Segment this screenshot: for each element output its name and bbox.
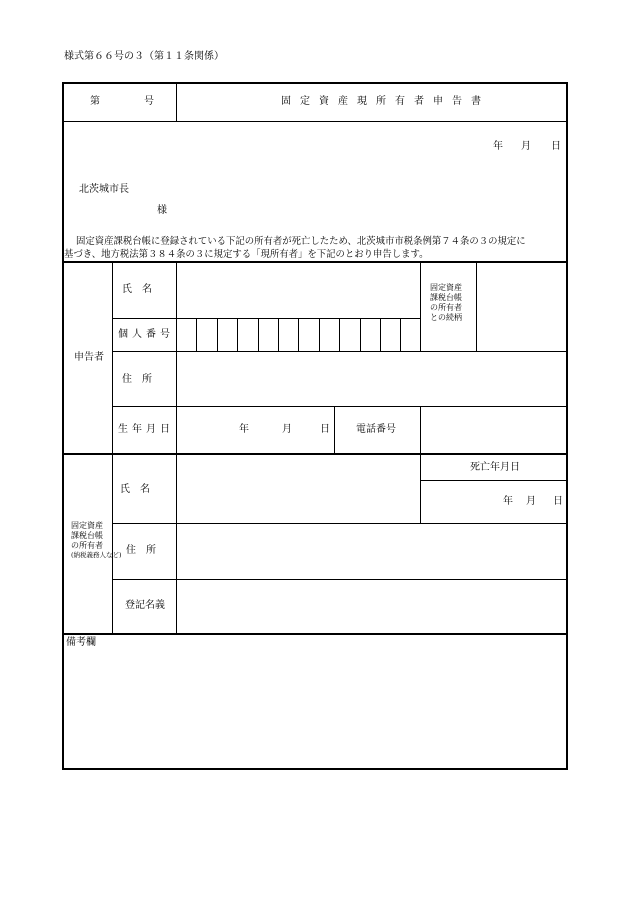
death-month: 月 — [526, 496, 536, 507]
birth-date-label: 生年月日 — [118, 424, 174, 435]
date-day: 日 — [551, 141, 561, 152]
pn-box-line — [360, 319, 361, 351]
death-date-label-bottom — [421, 480, 567, 481]
pn-box-line — [278, 319, 279, 351]
body-text-line1: 固定資産課税台帳に登録されている下記の所有者が死亡したため、北茨城市市税条例第７４条の３の規定に — [76, 236, 526, 247]
owner-field-divider — [176, 455, 177, 635]
death-date-divider — [420, 455, 421, 524]
remarks-label: 備考欄 — [66, 637, 96, 648]
remarks-top-line — [63, 633, 567, 635]
declarant-number-bottom — [113, 351, 567, 352]
honorific-sama: 様 — [157, 205, 167, 216]
death-day: 日 — [553, 496, 563, 507]
mayor-addressee: 北茨城市長 — [79, 184, 129, 195]
registered-name-label: 登記名義 — [125, 600, 165, 611]
pn-box-line — [400, 319, 401, 351]
relation-right-line — [476, 262, 477, 351]
owner-name-label: 氏 名 — [120, 484, 150, 495]
body-text-line2: 基づき、地方税法第３８４条の３に規定する「現所有者」を下記のとおり申告します。 — [64, 249, 429, 260]
declarant-name-label: 氏 名 — [122, 284, 152, 295]
owner-address-label: 住 所 — [126, 545, 156, 556]
date-month: 月 — [521, 141, 531, 152]
death-year: 年 — [503, 496, 513, 507]
declarant-section-label: 申告者 — [74, 352, 104, 363]
birth-day: 日 — [320, 424, 330, 435]
number-label-go: 号 — [144, 96, 154, 107]
header-bottom-line — [63, 121, 567, 122]
pn-box-line — [258, 319, 259, 351]
relation-left-line — [420, 262, 421, 351]
personal-number-label: 個人番号 — [118, 329, 174, 340]
death-date-label: 死亡年月日 — [470, 462, 520, 473]
owner-top-line — [63, 453, 567, 455]
pn-box-line — [217, 319, 218, 351]
pn-box-line — [339, 319, 340, 351]
pn-box-line — [237, 319, 238, 351]
owner-address-bottom — [113, 579, 567, 580]
pn-box-line — [298, 319, 299, 351]
relation-label: 固定資産 課税台帳 の所有者 との続柄 — [430, 283, 462, 322]
form-title: 固定資産現所有者申告書 — [281, 96, 490, 107]
birth-month: 月 — [282, 424, 292, 435]
declarant-address-label: 住 所 — [122, 374, 152, 385]
declarant-field-divider — [176, 262, 177, 453]
date-year: 年 — [493, 141, 503, 152]
owner-name-bottom — [113, 523, 567, 524]
pn-box-line — [196, 319, 197, 351]
header-divider — [176, 83, 177, 121]
phone-divider — [420, 407, 421, 453]
birth-divider — [334, 407, 335, 453]
number-label-dai: 第 — [90, 96, 100, 107]
owner-section-label: 固定資産 課税台帳 の所有者 (納税義務人など) — [71, 521, 122, 559]
declarant-top-line — [63, 261, 567, 263]
declarant-name-bottom — [113, 318, 420, 319]
pn-box-line — [319, 319, 320, 351]
form-number: 様式第６６号の３（第１１条関係） — [64, 51, 224, 62]
pn-box-line — [380, 319, 381, 351]
phone-label: 電話番号 — [356, 424, 396, 435]
declarant-address-bottom — [113, 406, 567, 407]
declarant-label-divider — [112, 262, 113, 453]
birth-year: 年 — [239, 424, 249, 435]
